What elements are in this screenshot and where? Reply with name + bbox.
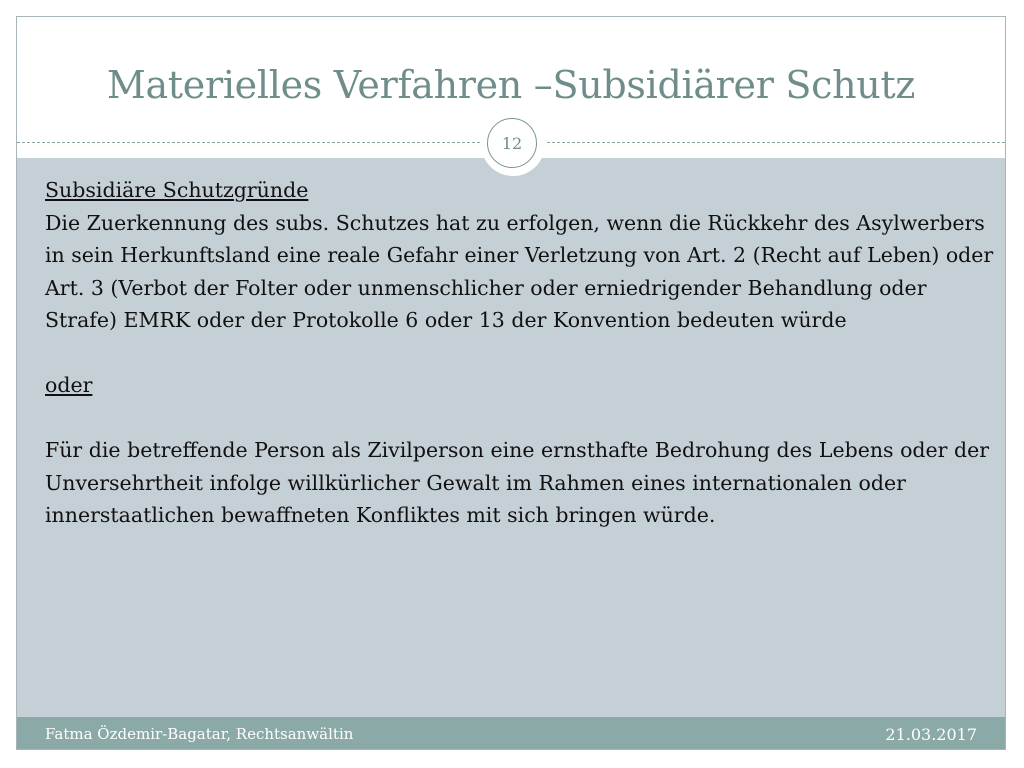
spacer (45, 402, 995, 435)
footer-author: Fatma Özdemir-Bagatar, Rechtsanwältin (45, 725, 354, 743)
page-number-badge: 12 (487, 118, 537, 168)
slide-title: Materielles Verfahren –Subsidiärer Schutz (106, 63, 916, 107)
paragraph-first: Die Zuerkennung des subs. Schutzes hat zu erfolgen, wenn die Rückkehr des Asylwerbers in sein Herkunftsland eine reale Gefahr einer Verletzung von Art. 2 (Recht auf Leben) oder Art. 3 (Verbot der Folter oder unmenschlicher oder erniedrigender Behandlung oder Strafe) EMRK oder der Protokolle 6 oder 13 der Konvention bedeuten würde (45, 210, 994, 332)
slide-body (45, 174, 995, 532)
connector-oder: oder (45, 373, 93, 397)
paragraph-second: Für die betreffende Person als Zivilperson eine ernsthafte Bedrohung des Lebens oder der Unversehrtheit infolge willkürlicher Gewalt im Rahmen eines internationalen oder innerstaatlichen bewaffneten Konfliktes mit sich bringen würde. (45, 438, 990, 527)
footer-bar (17, 717, 1005, 750)
slide (16, 16, 1006, 750)
footer-date: 21.03.2017 (885, 725, 977, 744)
section-heading: Subsidiäre Schutzgründe (45, 178, 309, 202)
spacer (45, 337, 995, 370)
